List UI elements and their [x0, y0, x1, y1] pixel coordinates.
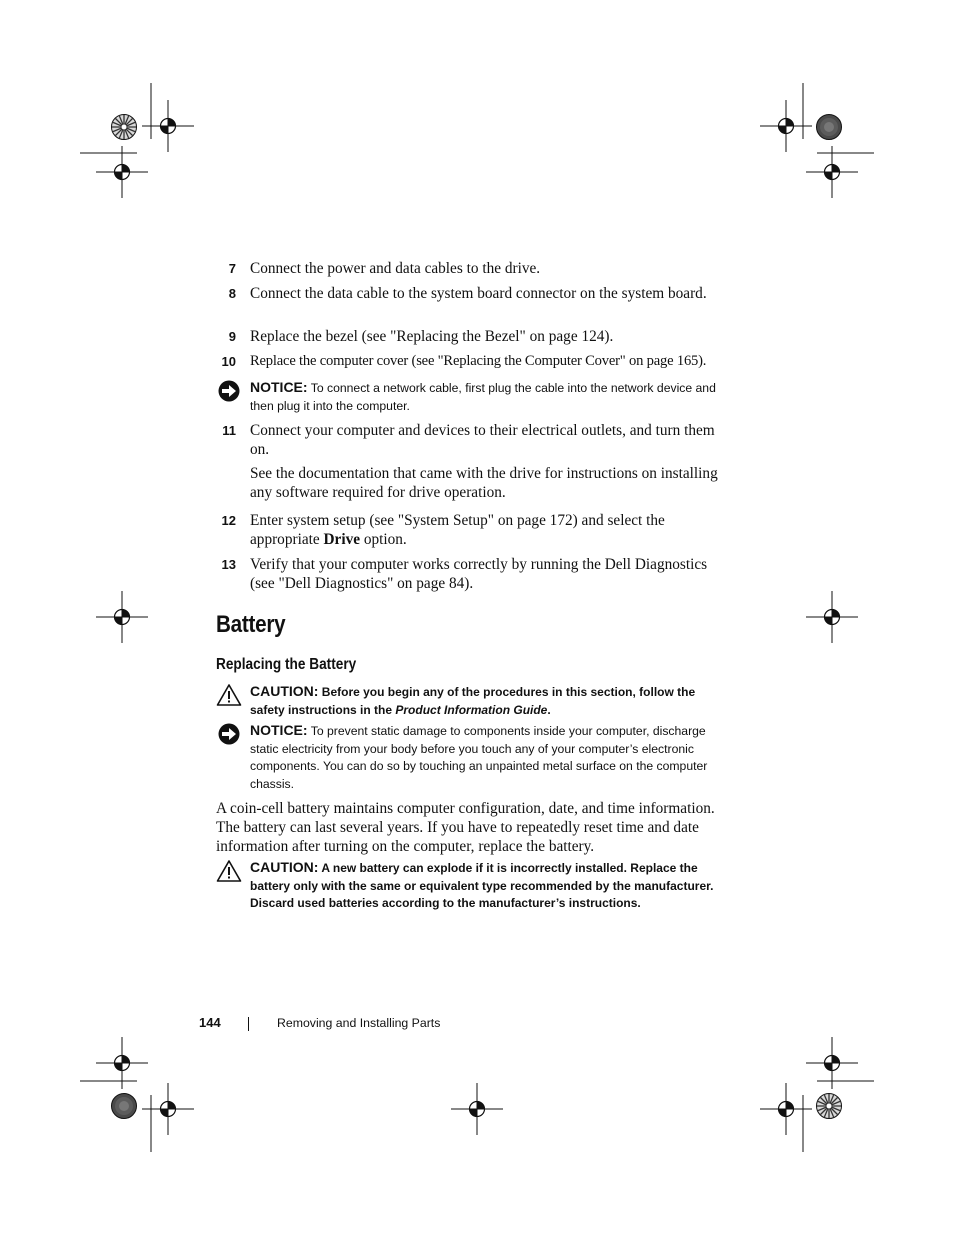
notice-arrow-icon	[216, 722, 242, 746]
step-8	[216, 284, 721, 303]
caution-safety: CAUTION: Before you begin any of the procedures in this section, follow the safety instructions in the Product Information Guide.	[216, 683, 721, 719]
step-text: Connect the power and data cables to the drive.	[250, 260, 541, 277]
step-9	[216, 327, 721, 346]
step-number: 12	[221, 513, 236, 528]
step-number: 13	[221, 557, 236, 572]
notice-static-damage	[216, 722, 721, 793]
notice-label: NOTICE:	[250, 722, 308, 738]
notice-network-cable	[216, 379, 721, 415]
caution-battery-explode	[216, 859, 721, 913]
step-text: Connect the data cable to the system board connector on the system board.	[250, 285, 707, 302]
caution-triangle-icon	[216, 683, 242, 707]
caution-text: A new battery can explode if it is incorrectly installed. Replace the battery only with the same or equivalent type recommended by the manufacturer. Discard used batteries according to the manufacturer’s instructions.	[250, 861, 714, 910]
registration-mark-icon	[80, 83, 874, 1152]
step-text: Replace the computer cover (see "Replacing the Computer Cover" on page 165).	[250, 353, 707, 369]
notice-text: To prevent static damage to components inside your computer, discharge static electricity from your body before you touch any of your computer’s electronic components. You can do so by touching an unpainted metal surface on the computer chassis.	[250, 724, 708, 791]
step-text: Verify that your computer works correctly by running the Dell Diagnostics (see "Dell Diagnostics" on page 84).	[250, 556, 708, 592]
page-number: 144	[199, 1015, 221, 1030]
step-11-note-paragraph: See the documentation that came with the drive for instructions on installing any software required for drive operation.	[250, 465, 718, 501]
step-12	[216, 511, 721, 549]
product-info-guide-title: Product Information Guide	[395, 702, 548, 717]
step-number: 10	[221, 354, 236, 369]
notice-label: NOTICE:	[250, 379, 308, 395]
step-number: 7	[228, 261, 236, 276]
step-10	[216, 352, 721, 371]
notice-text: To connect a network cable, first plug the cable into the network device and then plug it into the computer.	[250, 381, 716, 413]
notice-arrow-icon	[216, 379, 242, 403]
step-number: 8	[228, 286, 236, 301]
drive-option-bold: Drive	[323, 531, 361, 548]
caution-label: CAUTION:	[250, 859, 319, 875]
subsection-heading: Replacing the Battery	[216, 656, 357, 673]
battery-description-paragraph: A coin-cell battery maintains computer configuration, date, and time information. The battery can last several years. If you have to repeatedly reset time and date information after turning on the computer, replace the battery.	[216, 800, 715, 855]
caution-triangle-icon	[216, 859, 242, 883]
step-text: Connect your computer and devices to their electrical outlets, and turn them on.	[250, 422, 715, 458]
step-11	[216, 421, 721, 459]
section-heading: Battery	[216, 611, 286, 638]
step-13	[216, 555, 721, 593]
step-7	[216, 259, 721, 278]
step-text: Enter system setup (see "System Setup" on page 172) and select the appropriate Drive option.	[250, 512, 665, 548]
footer-section-title: Removing and Installing Parts	[277, 1016, 441, 1030]
caution-label: CAUTION:	[250, 683, 319, 699]
step-number: 9	[228, 329, 236, 344]
step-text: Replace the bezel (see "Replacing the Bezel" on page 124).	[250, 328, 614, 345]
step-number: 11	[222, 423, 236, 438]
footer-divider	[248, 1017, 249, 1031]
